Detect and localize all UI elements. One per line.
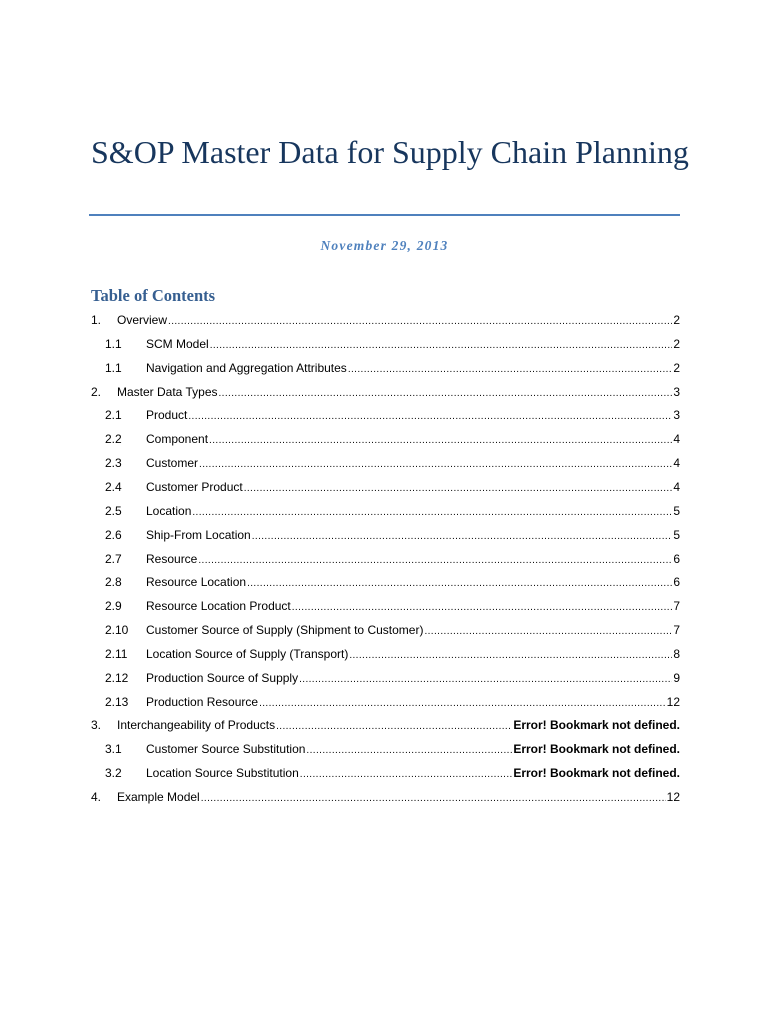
toc-entry[interactable] xyxy=(105,477,680,497)
toc-entry-number: 1.1 xyxy=(105,360,122,375)
toc-entry[interactable] xyxy=(105,668,680,688)
toc-entry-number: 2.10 xyxy=(105,623,129,638)
toc-entry[interactable] xyxy=(105,405,680,425)
toc-entry-label: Production Source of Supply xyxy=(146,670,299,685)
toc-entry[interactable] xyxy=(105,358,680,378)
toc-entry[interactable] xyxy=(105,501,680,521)
toc-entry-page: 3 xyxy=(673,408,680,423)
toc-entry-label: Resource Location xyxy=(146,575,247,590)
toc-entry[interactable] xyxy=(91,787,680,807)
toc-dot-leader xyxy=(198,551,672,571)
toc-entry-label: Resource Location Product xyxy=(146,599,291,614)
toc-entry-label: Customer Source of Supply (Shipment to Customer) xyxy=(146,623,424,638)
toc-dot-leader xyxy=(276,717,512,737)
toc-entry-label: Example Model xyxy=(117,790,200,804)
toc-entry-number: 2.9 xyxy=(105,599,122,614)
toc-dot-leader xyxy=(188,407,672,427)
toc-dot-leader xyxy=(199,455,672,475)
toc-entry-label: Location xyxy=(146,503,192,518)
toc-entry[interactable] xyxy=(105,620,680,640)
toc-entry[interactable] xyxy=(91,715,680,735)
toc-dot-leader xyxy=(209,431,672,451)
toc-entry-page: 4 xyxy=(673,456,680,471)
toc-dot-leader xyxy=(349,646,672,666)
toc-entry-page: 2 xyxy=(673,313,680,327)
toc-entry[interactable] xyxy=(91,382,680,402)
toc-dot-leader xyxy=(299,670,672,690)
toc-dot-leader xyxy=(192,503,672,523)
toc-dot-leader xyxy=(219,384,673,404)
toc-entry-number: 2.4 xyxy=(105,479,122,494)
toc-entry-label: Location Source Substitution xyxy=(146,766,299,781)
toc-entry-label: Customer Product xyxy=(146,479,243,494)
toc-entry-number: 3. xyxy=(91,718,102,733)
toc-entry-number: 2.7 xyxy=(105,551,122,566)
toc-entry-number: 2. xyxy=(91,384,102,399)
toc-entry-page: Error! Bookmark not defined. xyxy=(513,718,680,733)
toc-entry-number: 3.1 xyxy=(105,742,122,757)
toc-entry-label: Component xyxy=(146,432,209,447)
toc-dot-leader xyxy=(292,598,673,618)
toc-entry-page: 5 xyxy=(673,503,680,518)
toc-entry-page: 7 xyxy=(673,599,680,614)
toc-entry-label: Master Data Types xyxy=(117,384,218,399)
toc-entry-page: 4 xyxy=(673,432,680,447)
toc-entry-label: Production Resource xyxy=(146,694,259,709)
toc-entry[interactable] xyxy=(105,763,680,783)
toc-entry-number: 2.8 xyxy=(105,575,122,590)
toc-entry-number: 2.6 xyxy=(105,527,122,542)
title-underline xyxy=(89,214,680,216)
toc-entry-page: 4 xyxy=(673,479,680,494)
toc-dot-leader xyxy=(300,765,513,785)
toc-dot-leader xyxy=(247,574,672,594)
toc-entry-label: Product xyxy=(146,408,188,423)
toc-dot-leader xyxy=(168,312,672,332)
toc-entry-page: Error! Bookmark not defined. xyxy=(513,742,680,757)
toc-dot-leader xyxy=(348,360,673,380)
toc-entry-number: 2.3 xyxy=(105,456,122,471)
toc-entry-number: 4. xyxy=(91,790,102,804)
toc-entry-label: Ship-From Location xyxy=(146,527,251,542)
toc-entry-page: 6 xyxy=(673,575,680,590)
toc-entry[interactable] xyxy=(105,692,680,712)
toc-entry-page: Error! Bookmark not defined. xyxy=(513,766,680,781)
toc-entry-number: 2.11 xyxy=(105,646,128,661)
toc-entry-page: 12 xyxy=(666,790,680,804)
toc-dot-leader xyxy=(252,527,673,547)
toc-dot-leader xyxy=(244,479,673,499)
toc-heading: Table of Contents xyxy=(91,286,216,305)
document-title: S&OP Master Data for Supply Chain Planning xyxy=(91,134,689,170)
toc-entry[interactable] xyxy=(105,644,680,664)
toc-entry[interactable] xyxy=(105,429,680,449)
toc-entry-page: 6 xyxy=(673,551,680,566)
toc-entry[interactable] xyxy=(105,453,680,473)
toc-dot-leader xyxy=(201,789,666,809)
toc-entry-page: 2 xyxy=(673,360,680,375)
toc-entry-label: Customer xyxy=(146,456,199,471)
toc-dot-leader xyxy=(259,694,666,714)
toc-entry-number: 2.1 xyxy=(105,408,122,423)
toc-entry[interactable] xyxy=(105,572,680,592)
toc-entry-page: 3 xyxy=(673,384,680,399)
toc-entry-label: Location Source of Supply (Transport) xyxy=(146,646,349,661)
toc-entry-label: SCM Model xyxy=(146,336,209,351)
toc-entry-number: 2.12 xyxy=(105,670,129,685)
toc-entry-number: 2.5 xyxy=(105,503,122,518)
toc-entry[interactable] xyxy=(91,310,680,330)
toc-entry-number: 3.2 xyxy=(105,766,122,781)
toc-entry-page: 12 xyxy=(666,694,680,709)
toc-entry[interactable] xyxy=(105,739,680,759)
toc-entry-number: 1. xyxy=(91,313,102,327)
toc-dot-leader xyxy=(210,336,673,356)
toc-entry[interactable] xyxy=(105,525,680,545)
toc-entry-number: 1.1 xyxy=(105,336,122,351)
toc-entry-number: 2.2 xyxy=(105,432,122,447)
toc-entry[interactable] xyxy=(105,596,680,616)
document-date: November 29, 2013 xyxy=(320,238,449,253)
toc-entry-page: 5 xyxy=(673,527,680,542)
toc-entry-label: Navigation and Aggregation Attributes xyxy=(146,360,347,375)
toc-entry-number: 2.13 xyxy=(105,694,129,709)
toc-entry-label: Resource xyxy=(146,551,198,566)
toc-entry-page: 8 xyxy=(673,646,680,661)
toc-entry-label: Interchangeability of Products xyxy=(117,718,276,733)
toc-dot-leader xyxy=(424,622,672,642)
toc-entry[interactable] xyxy=(105,334,680,354)
toc-entry-label: Customer Source Substitution xyxy=(146,742,306,757)
toc-entry-page: 9 xyxy=(673,670,680,685)
toc-entry-page: 2 xyxy=(673,336,680,351)
toc-entry-label: Overview xyxy=(117,313,168,327)
toc-entry-page: 7 xyxy=(673,623,680,638)
toc-entry[interactable] xyxy=(105,549,680,569)
toc-dot-leader xyxy=(306,741,512,761)
